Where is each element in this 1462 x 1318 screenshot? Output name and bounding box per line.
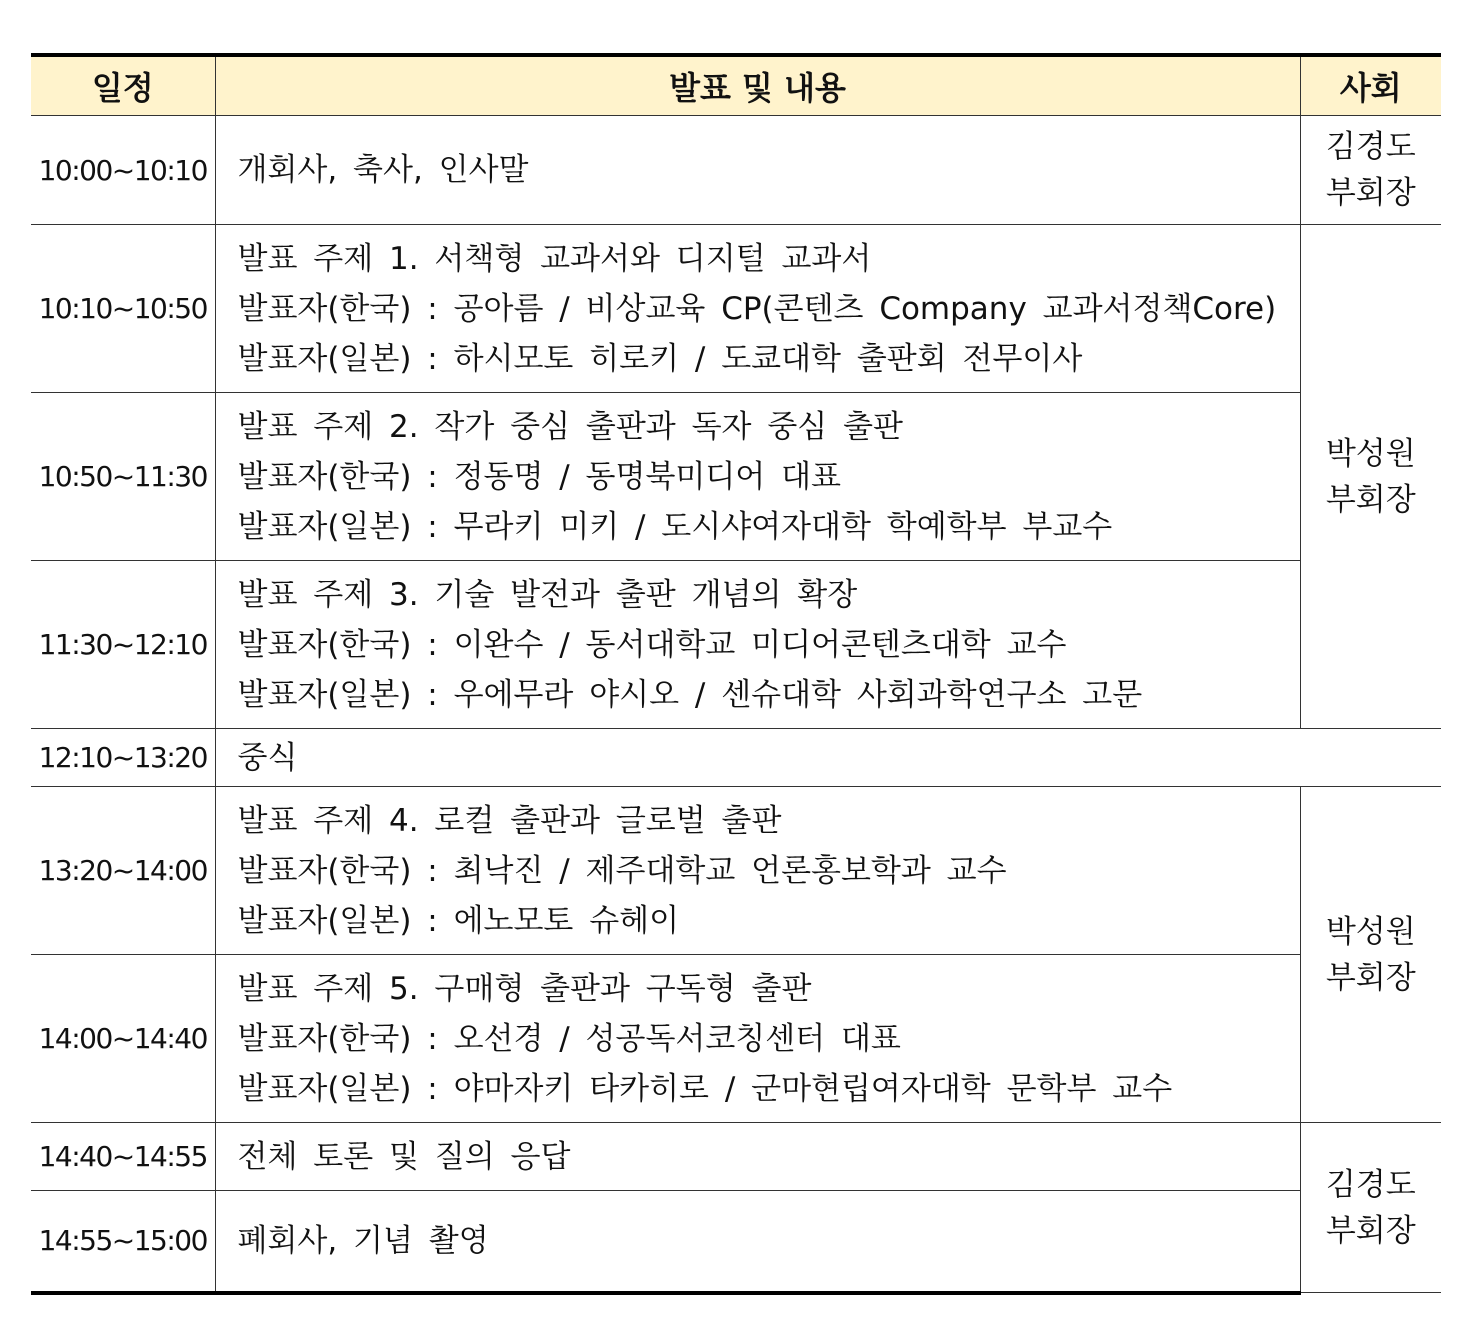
host-title: 부회장	[1325, 959, 1416, 996]
host-cell	[1300, 116, 1441, 225]
content-cell	[215, 561, 1300, 729]
presenter-korea-line: 발표자(한국) : 공아름 / 비상교육 CP(콘텐츠 Company 교과서정책Core)	[237, 290, 1277, 327]
host-cell	[1300, 225, 1441, 729]
topic-line: 발표 주제 5. 구매형 출판과 구독형 출판	[237, 970, 812, 1007]
topic-line: 발표 주제 4. 로컬 출판과 글로벌 출판	[237, 802, 782, 839]
table-row	[31, 561, 1441, 729]
table-row	[31, 225, 1441, 393]
presenter-japan-line: 발표자(일본) : 무라키 미키 / 도시샤여자대학 학예학부 부교수	[237, 508, 1113, 545]
topic-line: 발표 주제 1. 서책형 교과서와 디지털 교과서	[237, 240, 872, 277]
content-cell	[215, 393, 1300, 561]
time-cell: 12:10~13:20	[31, 729, 215, 787]
host-cell	[1300, 1123, 1441, 1293]
time-cell: 10:50~11:30	[31, 393, 215, 561]
host-name: 김경도	[1325, 1166, 1416, 1203]
table-row	[31, 1191, 1441, 1293]
topic-line: 발표 주제 3. 기술 발전과 출판 개념의 확장	[237, 576, 858, 613]
content-cell	[215, 955, 1300, 1123]
table-row	[31, 787, 1441, 955]
content-line: 개회사, 축사, 인사말	[237, 152, 529, 188]
time-cell: 13:20~14:00	[31, 787, 215, 955]
content-cell	[215, 1191, 1300, 1293]
host-name: 박성원	[1325, 435, 1416, 472]
table-header-row	[31, 55, 1441, 116]
header-content: 발표 및 내용	[215, 55, 1300, 116]
presenter-korea-line: 발표자(한국) : 오선경 / 성공독서코칭센터 대표	[237, 1020, 901, 1057]
presenter-korea-line: 발표자(한국) : 정동명 / 동명북미디어 대표	[237, 458, 841, 495]
table-row	[31, 729, 1441, 787]
table-row	[31, 1123, 1441, 1191]
presenter-korea-line: 발표자(한국) : 최낙진 / 제주대학교 언론홍보학과 교수	[237, 852, 1007, 889]
time-cell: 14:40~14:55	[31, 1123, 215, 1191]
table-row	[31, 955, 1441, 1123]
host-title: 부회장	[1325, 481, 1416, 518]
presenter-japan-line: 발표자(일본) : 야마자키 타카히로 / 군마현립여자대학 문학부 교수	[237, 1070, 1173, 1107]
content-cell	[215, 787, 1300, 955]
time-cell: 10:00~10:10	[31, 116, 215, 225]
host-name: 박성원	[1325, 913, 1416, 950]
presenter-japan-line: 발표자(일본) : 하시모토 히로키 / 도쿄대학 출판회 전무이사	[237, 340, 1083, 377]
time-cell: 10:10~10:50	[31, 225, 215, 393]
time-cell: 14:55~15:00	[31, 1191, 215, 1293]
table-row	[31, 116, 1441, 225]
content-cell	[215, 116, 1300, 225]
presenter-korea-line: 발표자(한국) : 이완수 / 동서대학교 미디어콘텐츠대학 교수	[237, 626, 1067, 663]
content-line: 폐회사, 기념 촬영	[237, 1222, 489, 1259]
presenter-japan-line: 발표자(일본) : 에노모토 슈헤이	[237, 902, 680, 939]
time-cell: 14:00~14:40	[31, 955, 215, 1123]
table-row	[31, 393, 1441, 561]
host-title: 부회장	[1325, 1212, 1416, 1249]
time-cell: 11:30~12:10	[31, 561, 215, 729]
topic-line: 발표 주제 2. 작가 중심 출판과 독자 중심 출판	[237, 408, 903, 445]
header-host: 사회	[1300, 55, 1441, 116]
content-cell	[215, 1123, 1300, 1191]
presenter-japan-line: 발표자(일본) : 우에무라 야시오 / 센슈대학 사회과학연구소 고문	[237, 676, 1143, 713]
header-time: 일정	[31, 55, 215, 116]
host-title: 부회장	[1325, 175, 1416, 211]
host-cell	[1300, 787, 1441, 1123]
content-cell	[215, 225, 1300, 393]
content-cell	[215, 729, 1441, 787]
content-line: 전체 토론 및 질의 응답	[237, 1138, 571, 1175]
schedule-table	[31, 53, 1441, 1295]
host-name: 김경도	[1325, 129, 1416, 165]
content-line: 중식	[237, 739, 298, 776]
